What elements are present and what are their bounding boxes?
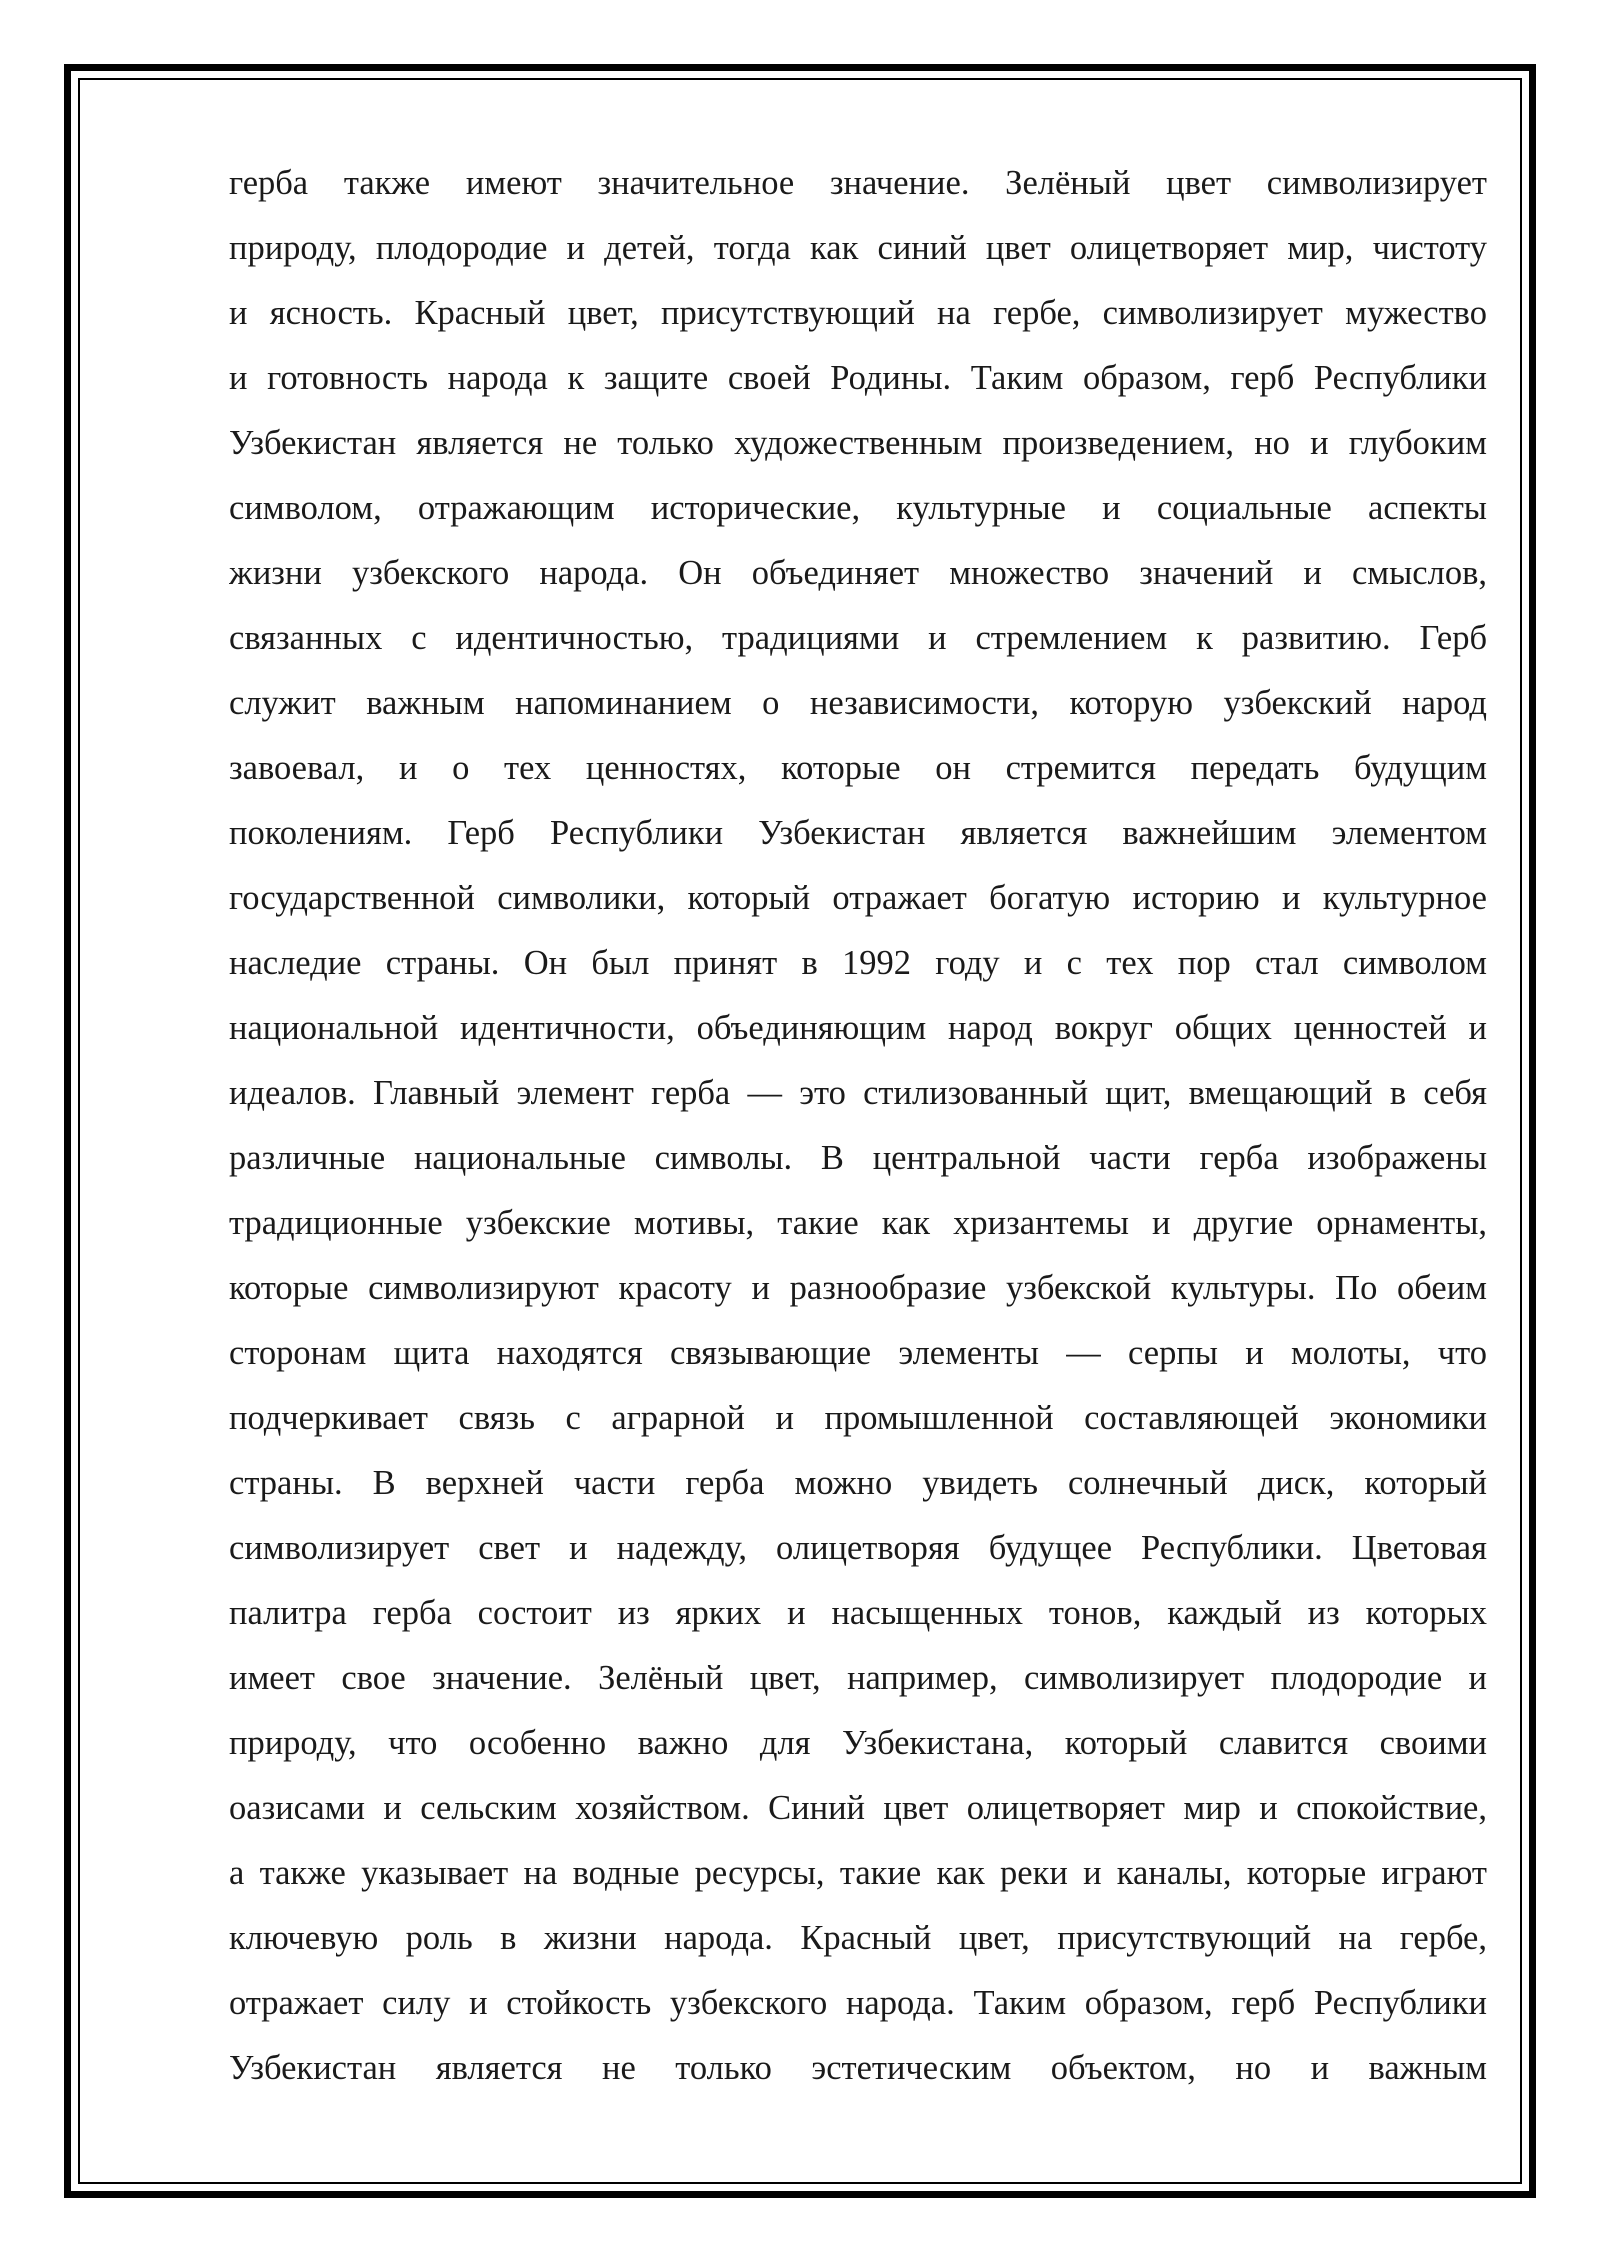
text-line: оазисами и сельским хозяйством. Синий цвет олицетворяет мир и спокойствие, [229, 1789, 1487, 1827]
text-line: идеалов. Главный элемент герба — это стилизованный щит, вмещающий в себя [229, 1074, 1487, 1112]
text-line: различные национальные символы. В центральной части герба изображены [229, 1139, 1487, 1177]
text-line: герба также имеют значительное значение. Зелёный цвет символизирует [229, 164, 1487, 202]
text-line: природу, плодородие и детей, тогда как синий цвет олицетворяет мир, чистоту [229, 229, 1487, 267]
text-line: символом, отражающим исторические, культурные и социальные аспекты [229, 489, 1487, 527]
text-line: сторонам щита находятся связывающие элементы — серпы и молоты, что [229, 1334, 1487, 1372]
text-line: символизирует свет и надежду, олицетворяя будущее Республики. Цветовая [229, 1529, 1487, 1567]
text-line: завоевал, и о тех ценностях, которые он стремится передать будущим [229, 749, 1487, 787]
text-line: служит важным напоминанием о независимости, которую узбекский народ [229, 684, 1487, 722]
text-line: имеет свое значение. Зелёный цвет, например, символизирует плодородие и [229, 1659, 1487, 1697]
text-line: отражает силу и стойкость узбекского народа. Таким образом, герб Республики [229, 1984, 1487, 2022]
text-line: и ясность. Красный цвет, присутствующий на гербе, символизирует мужество [229, 294, 1487, 332]
text-line: палитра герба состоит из ярких и насыщенных тонов, каждый из которых [229, 1594, 1487, 1632]
text-line: а также указывает на водные ресурсы, такие как реки и каналы, которые играют [229, 1854, 1487, 1892]
text-line: ключевую роль в жизни народа. Красный цвет, присутствующий на гербе, [229, 1919, 1487, 1957]
text-line: природу, что особенно важно для Узбекистана, который славится своими [229, 1724, 1487, 1762]
text-line: традиционные узбекские мотивы, такие как хризантемы и другие орнаменты, [229, 1204, 1487, 1242]
text-line: поколениям. Герб Республики Узбекистан является важнейшим элементом [229, 814, 1487, 852]
text-line: и готовность народа к защите своей Родины. Таким образом, герб Республики [229, 359, 1487, 397]
text-line: Узбекистан является не только художественным произведением, но и глубоким [229, 424, 1487, 462]
text-line: Узбекистан является не только эстетическим объектом, но и важным [229, 2049, 1487, 2087]
text-line: которые символизируют красоту и разнообразие узбекской культуры. По обеим [229, 1269, 1487, 1307]
text-line: национальной идентичности, объединяющим народ вокруг общих ценностей и [229, 1009, 1487, 1047]
document-body [229, 151, 1487, 2101]
text-line: подчеркивает связь с аграрной и промышленной составляющей экономики [229, 1399, 1487, 1437]
text-line: государственной символики, который отражает богатую историю и культурное [229, 879, 1487, 917]
text-line: связанных с идентичностью, традициями и стремлением к развитию. Герб [229, 619, 1487, 657]
text-line: страны. В верхней части герба можно увидеть солнечный диск, который [229, 1464, 1487, 1502]
text-line: наследие страны. Он был принят в 1992 году и с тех пор стал символом [229, 944, 1487, 982]
text-line: жизни узбекского народа. Он объединяет множество значений и смыслов, [229, 554, 1487, 592]
